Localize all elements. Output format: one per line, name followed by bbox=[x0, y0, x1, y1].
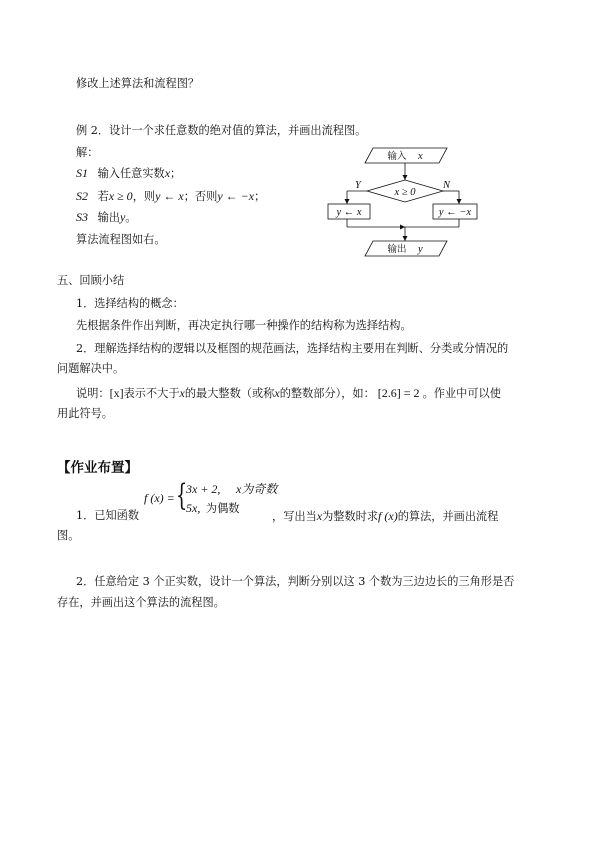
step-text: 输出 bbox=[97, 211, 120, 224]
piecewise-brace: { bbox=[175, 478, 188, 513]
step-text: 输入任意实数 bbox=[97, 167, 165, 180]
paragraph-note bbox=[76, 386, 501, 401]
step-s2 bbox=[76, 189, 265, 204]
math-var: y bbox=[119, 210, 126, 224]
step-text: ，则 bbox=[132, 190, 156, 203]
right-box-text: y ← −x bbox=[438, 207, 472, 218]
solution-label: 解： bbox=[76, 146, 99, 159]
output-var: y bbox=[418, 244, 423, 255]
q1-rest bbox=[272, 509, 498, 524]
output-label: 输出 bbox=[387, 244, 407, 255]
step-text: 若 bbox=[97, 190, 109, 203]
flowchart bbox=[325, 145, 485, 263]
punct: ； bbox=[254, 190, 266, 203]
yes-label: Y bbox=[355, 180, 361, 191]
section-title: 五、回顾小结 bbox=[57, 274, 125, 287]
intro-line: 修改上述算法和流程图？ bbox=[76, 77, 200, 90]
math-expr: f (x) bbox=[378, 509, 398, 523]
step-s1 bbox=[76, 166, 181, 181]
paragraph: 先根据条件作出判断，再决定执行哪一种操作的结构称为选择结构。 bbox=[76, 319, 412, 332]
text: 为整数时求 bbox=[322, 510, 379, 523]
decision-text: x ≥ 0 bbox=[394, 187, 416, 198]
q2-line1: 2．任意给定 3 个正实数，设计一个算法，判断分别以这 3 个数为三边边长的三角形是否 bbox=[76, 575, 515, 588]
math-expr: x ≥ 0 bbox=[108, 189, 133, 203]
piecewise-case-1 bbox=[186, 482, 277, 497]
text: 。作业中可以使 bbox=[422, 387, 501, 400]
case-condition: 为偶数 bbox=[205, 502, 240, 515]
q1-continuation: 图。 bbox=[57, 529, 80, 542]
math-expr: 3x + 2, bbox=[186, 482, 221, 496]
text: 说明： bbox=[76, 387, 110, 400]
punct: ； bbox=[170, 167, 182, 180]
step-label: S1 bbox=[76, 166, 88, 180]
math-expr: [2.6] = 2 bbox=[377, 386, 420, 400]
paragraph: 问题解决中。 bbox=[57, 362, 125, 375]
input-label: 输入 bbox=[387, 151, 407, 162]
math-expr: [x] bbox=[109, 386, 124, 400]
function-lhs: f (x) = bbox=[144, 491, 175, 505]
math-var: x bbox=[274, 386, 280, 400]
case-condition: x为奇数 bbox=[236, 482, 278, 496]
text: 表示不大于 bbox=[123, 387, 180, 400]
flowchart-note: 算法流程图如右。 bbox=[76, 233, 166, 246]
q1-prefix: 1．已知函数 bbox=[76, 509, 140, 522]
math-var: x bbox=[316, 509, 323, 523]
step-s3 bbox=[76, 210, 136, 225]
math-var: x bbox=[164, 166, 171, 180]
punct: 。 bbox=[125, 211, 137, 224]
no-label: N bbox=[443, 180, 451, 191]
paragraph: 用此符号。 bbox=[57, 407, 113, 420]
math-expr: 5x, bbox=[186, 501, 201, 515]
paragraph: 2．理解选择结构的逻辑以及框图的规范画法，选择结构主要用在判断、分类或分情况的 bbox=[76, 342, 509, 355]
piecewise-case-2 bbox=[186, 501, 239, 516]
input-var: x bbox=[418, 151, 423, 162]
step-label: S2 bbox=[76, 189, 88, 203]
text: 的算法，并画出流程 bbox=[397, 510, 499, 523]
example2-title: 例 2．设计一个求任意数的绝对值的算法，并画出流程图。 bbox=[76, 124, 367, 137]
step-label: S3 bbox=[76, 210, 88, 224]
q2-line2: 存在，并画出这个算法的流程图。 bbox=[57, 596, 225, 609]
left-box-text: y ← x bbox=[336, 207, 362, 218]
step-text: ；否则 bbox=[183, 190, 218, 203]
math-expr: y ← x bbox=[155, 189, 184, 203]
math-expr: y ← −x bbox=[217, 189, 255, 203]
paragraph: 1．选择结构的概念： bbox=[76, 297, 184, 310]
text: 的最大整数（或称 bbox=[184, 387, 275, 400]
homework-title: 【作业布置】 bbox=[57, 460, 138, 476]
text: 的整数部分），如： bbox=[279, 387, 375, 400]
math-var: x bbox=[179, 386, 185, 400]
text: ，写出当 bbox=[272, 510, 317, 523]
